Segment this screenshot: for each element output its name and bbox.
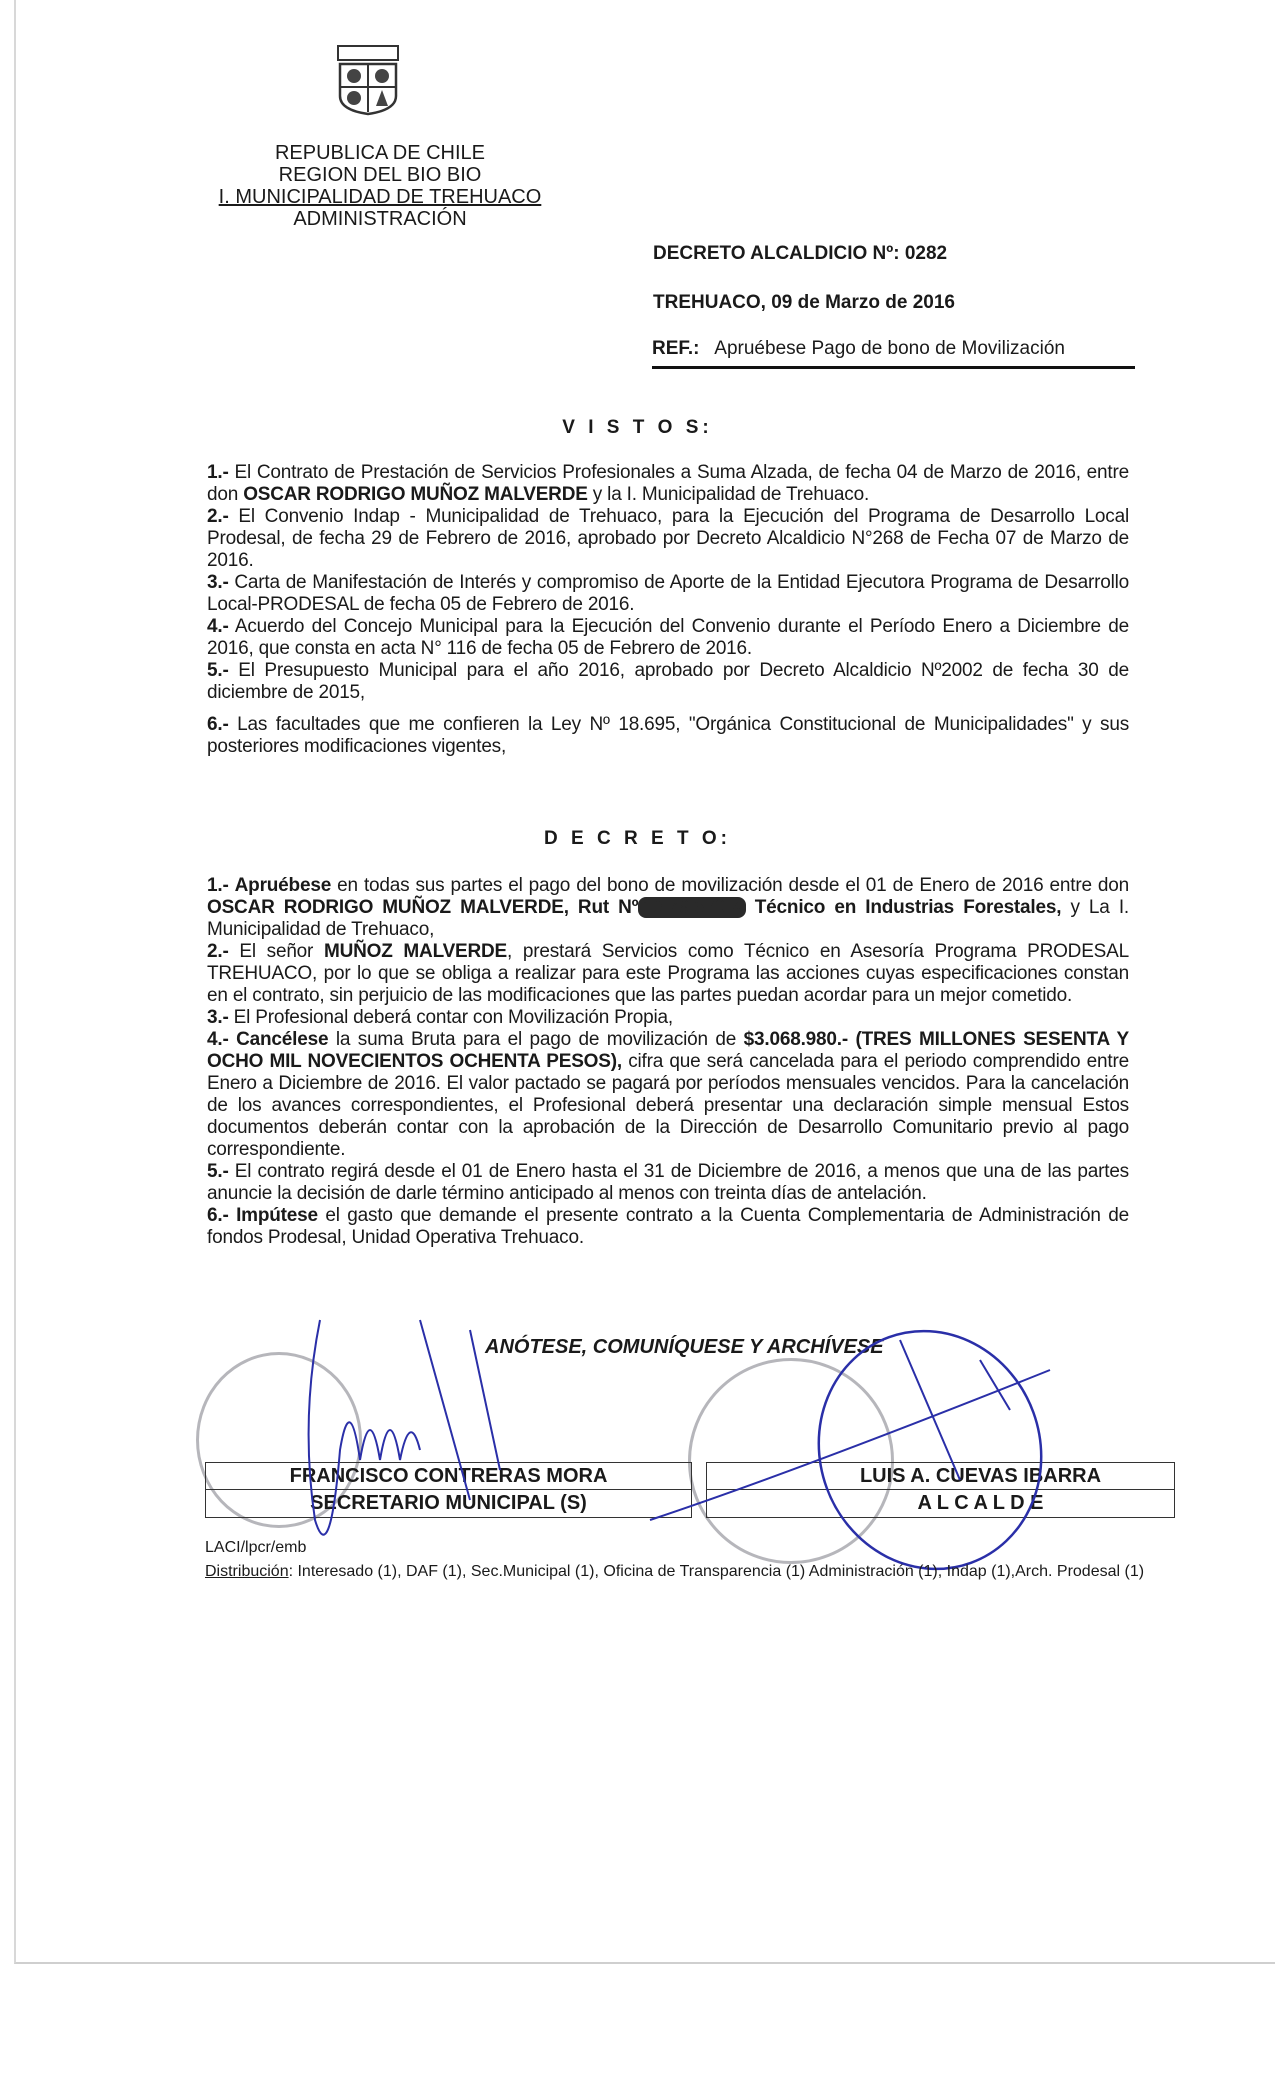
signer-name: LUIS A. CUEVAS IBARRA	[859, 1465, 1102, 1487]
signer-role: A L C A L D E	[707, 1489, 1174, 1516]
distribution: Distribución: Interesado (1), DAF (1), Sec.Municipal (1), Oficina de Transparencia (1) Administración (1), Indap (1),Arch. Prodesal (1)	[205, 1563, 1145, 1580]
decreto-item: 2.- El señor MUÑOZ MALVERDE, prestará Servicios como Técnico en Asesoría Programa PRODESAL TREHUACO, por lo que se obliga a realizar para este Programa las acciones cuyas especificaciones constan en el contrato, sin perjuicio de las modificaciones que las partes puedan acordar para un mejor cometido.	[207, 941, 1129, 1006]
decreto-item: 6.- Impútese el gasto que demande el presente contrato a la Cuenta Complementaria de Administración de fondos Prodesal, Unidad Operativa Trehuaco.	[207, 1205, 1129, 1248]
vistos-heading: V I S T O S:	[562, 417, 713, 438]
visto-item: 4.- Acuerdo del Concejo Municipal para la Ejecución del Convenio durante el Período Enero a Diciembre de 2016, que consta en acta N° 116 de fecha 05 de Febrero de 2016.	[207, 616, 1129, 659]
decreto-item: 5.- El contrato regirá desde el 01 de Enero hasta el 31 de Diciembre de 2016, a menos que una de las partes anuncie la decisión de darle término anticipado al menos con treinta días de antelación.	[207, 1161, 1129, 1204]
ref-label: REF.:	[652, 338, 700, 359]
place-date: TREHUACO, 09 de Marzo de 2016	[653, 292, 955, 313]
closing-formula: ANÓTESE, COMUNÍQUESE Y ARCHÍVESE	[485, 1336, 884, 1358]
decreto-item: 3.- El Profesional deberá contar con Movilización Propia,	[207, 1007, 673, 1028]
visto-item: 3.- Carta de Manifestación de Interés y compromiso de Aporte de la Entidad Ejecutora Programa de Desarrollo Local-PRODESAL de fecha 05 de Febrero de 2016.	[207, 572, 1129, 615]
ref-text: Apruébese Pago de bono de Movilización	[714, 338, 1065, 359]
initials: LACI/lpcr/emb	[205, 1539, 307, 1556]
decreto-item: 1.- Apruébese en todas sus partes el pago del bono de movilización desde el 01 de Enero de 2016 entre don OSCAR RODRIGO MUÑOZ MALVERDE, Rut Nº 13.79.670-4 Técnico en Industrias Forestales, y La I. Municipalidad de Trehuaco,	[207, 875, 1129, 940]
decreto-list	[207, 875, 1129, 1249]
coat-of-arms-logo	[330, 44, 406, 116]
country: REPUBLICA DE CHILE	[274, 142, 486, 164]
vistos-list	[207, 462, 1129, 758]
signer-role: SECRETARIO MUNICIPAL (S)	[206, 1489, 691, 1516]
decreto-item: 4.- Cancélese la suma Bruta para el pago de movilización de $3.068.980.- (TRES MILLONES SESENTA Y OCHO MIL NOVECIENTOS OCHENTA PESOS), cifra que será cancelada para el periodo comprendido entre Enero a Diciembre de 2016. El valor pactado se pagará por períodos mensuales vencidos. Para la cancelación de los avances correspondientes, el Profesional deberá presentar una declaración simple mensual Estos documentos deberán contar con la aprobación de la Dirección de Desarrollo Comunitario previo al pago correspondiente.	[207, 1029, 1129, 1160]
redacted-rut: 13.79.670-4	[638, 897, 745, 918]
visto-item: 1.- El Contrato de Prestación de Servicios Profesionales a Suma Alzada, de fecha 04 de Marzo de 2016, entre don OSCAR RODRIGO MUÑOZ MALVERDE y la I. Municipalidad de Trehuaco.	[207, 462, 1129, 505]
reference	[652, 338, 1135, 369]
department: ADMINISTRACIÓN	[293, 208, 467, 230]
decree-number: DECRETO ALCALDICIO Nº: 0282	[653, 243, 948, 264]
issuer-header	[190, 142, 570, 230]
region: REGION DEL BIO BIO	[278, 164, 482, 186]
municipality: I. MUNICIPALIDAD DE TREHUACO	[218, 186, 542, 208]
decreto-heading: D E C R E T O:	[544, 828, 731, 849]
visto-item: 6.- Las facultades que me confieren la Ley Nº 18.695, "Orgánica Constitucional de Municipalidades" y sus posteriores modificaciones vigentes,	[207, 714, 1129, 757]
visto-item: 5.- El Presupuesto Municipal para el año 2016, aprobado por Decreto Alcaldicio Nº2002 de fecha 30 de diciembre de 2015,	[207, 660, 1129, 703]
signer-name: FRANCISCO CONTRERAS MORA	[289, 1465, 608, 1487]
visto-item: 2.- El Convenio Indap - Municipalidad de Trehuaco, para la Ejecución del Programa de Desarrollo Local Prodesal, de fecha 29 de Febrero de 2016, aprobado por Decreto Alcaldicio N°268 de Fecha 07 de Marzo de 2016.	[207, 506, 1129, 571]
